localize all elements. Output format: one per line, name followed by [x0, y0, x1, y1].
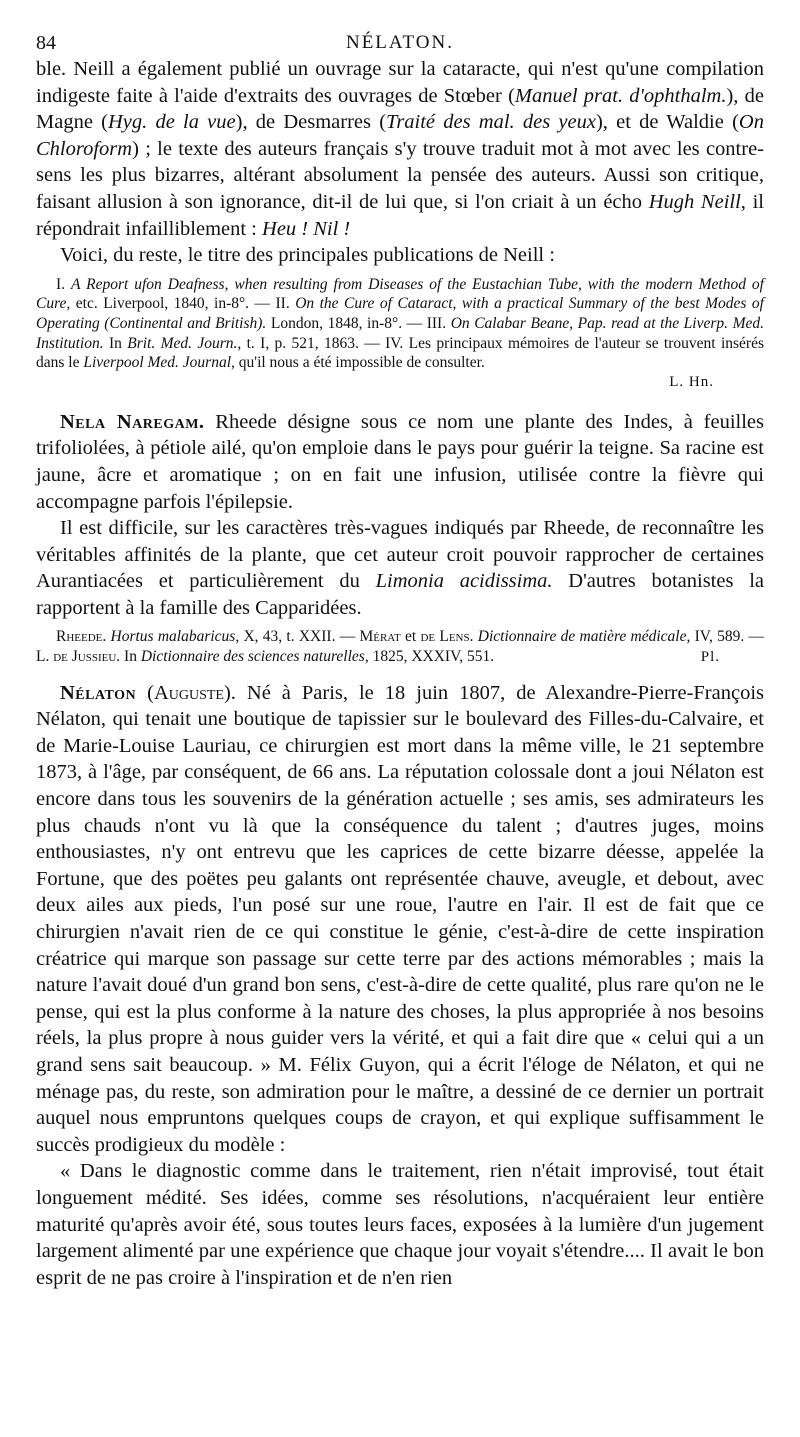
neill-paragraph-2: Voici, du reste, le titre des principales publications de Neill : — [60, 244, 555, 267]
nela-paragraph-1: Nela Naregam. Rheede désigne sous ce nom une plante des Indes, à feuilles trifoliolées, à pétiole ailé, qu'on emploie dans le pays pour guérir la teigne. Sa racine est jaune, âcre et aromatique ; on en fait une infusion, utilisée contre la fièvre qui accompagne parfois l'épilepsie. — [36, 410, 764, 513]
nela-paragraph-2: Il est difficile, sur les caractères très-vagues indiqués par Rheede, de reconnaître les véritables affinités de la plante, que cet auteur croit pouvoir rapprocher de certaines Aurantiacées et particulièrement du Limonia acidissima. D'autres botanistes la rapportent à la famille des Capparidées. — [36, 517, 764, 619]
running-head: NÉLATON. — [345, 32, 454, 53]
neill-paragraph-1: ble. Neill a également publié un ouvrage sur la cataracte, qui n'est qu'une compilation indigeste faite à l'aide d'extraits des ouvrages de Stœber (Manuel prat. d'ophthalm.), de Magne (Hyg. de la vue), de Desmarres (Traité des mal. des yeux), et de Waldie (On Chloroform) ; le texte des auteurs français s'y trouve traduit mot à mot avec les contre-sens les plus bizarres, altérant absolument la pensée des auteurs. Aussi son critique, faisant allusion à son ignorance, dit-il de lui que, si l'on criait à un écho Hugh Neill, il répondrait infailliblement : Heu ! Nil ! — [36, 58, 764, 240]
nelaton-paragraph-1: Nélaton (Auguste). Né à Paris, le 18 juin 1807, de Alexandre-Pierre-François Nélaton, qui tenait une boutique de tapissier sur le boulevard des Filles-du-Calvaire, et de Marie-Louise Lauriau, ce chirurgien est mort dans la même ville, le 21 septembre 1873, à l'âge, par conséquent, de 66 ans. La réputation colossale dont a joui Nélaton est encore dans tous les souvenirs de la génération actuelle ; ses amis, ses admirateurs les plus chauds n'ont vu là que la conséquence du talent ; d'autres juges, moins enthousiastes, n'y ont entrevu que les caprices de cette bizarre déesse, appelée la Fortune, que des poëtes peu galants ont représentée chauve, aveugle, et debout, avec deux ailes aux pieds, l'un posé sur une roue, l'autre en l'air. Il est de fait que ce chirurgien n'avait rien de ce qui constitue le génie, c'est-à-dire de cette inspiration créatrice qui marque son passage sur cette terre par des actions mémorables ; mais la nature l'avait doué d'un grand bon sens, c'est-à-dire de cette qualité, plus rare qu'on ne le pense, qui est la plus conforme à la nature des choses, la plus appropriée à nos besoins réels, la plus propre à nous guider vers la vérité, et qui a fait dire que « celui qui a un grand sens sait beaucoup. » M. Félix Guyon, qui a écrit l'éloge de Nélaton, et qui ne ménage pas, du reste, son admiration pour le maître, a dessiné de ce dernier un portrait auquel nous empruntons quelques coups de crayon, et qui explique suffisamment le succès prodigieux du modèle : — [36, 681, 764, 1156]
nela-bibliography: Rheede. Hortus malabaricus, X, 43, t. XXII. — Mérat et de Lens. Dictionnaire de matière médicale, IV, 589. — L. de Jussieu. In Dictionnaire des sciences naturelles, 1825, XXXIV, 551. — [36, 628, 764, 666]
nela-signature: Pl. — [700, 648, 720, 665]
nelaton-quote-paragraph: « Dans le diagnostic comme dans le traitement, rien n'était improvisé, tout était longuement médité. Ses idées, comme ses résolutions, n'acquéraient leur entière maturité qu'après avoir été, sous toutes leurs faces, exposées à la lumière d'un jugement largement alimenté par une expérience que chaque jour voyait s'étendre.... Il avait le bon esprit de ne pas croire à l'inspiration et de n'en rien — [36, 1160, 764, 1289]
neill-bibliography: I. A Report ufon Deafness, when resulting from Diseases of the Eustachian Tube, with the modern Method of Cure, etc. Liverpool, 1840, in-8°. — II. On the Cure of Cataract, with a practical Summary of the best Modes of Operating (Continental and British). London, 1848, in-8°. — III. On Calabar Beane, Pap. read at the Liverp. Med. Institution. In Brit. Med. Journ., t. I, p. 521, 1863. — IV. Les principaux mémoires de l'auteur se trouvent insérés dans le Liverpool Med. Journal, qu'il nous a été impossible de consulter. — [36, 275, 765, 372]
entry-head-nelaton: Nélaton — [60, 681, 137, 704]
page-header — [36, 22, 764, 56]
page-number: 84 — [36, 32, 56, 54]
neill-signature: L. Hn. — [669, 373, 714, 390]
entry-head-nela-naregam: Nela Naregam. — [60, 410, 205, 433]
